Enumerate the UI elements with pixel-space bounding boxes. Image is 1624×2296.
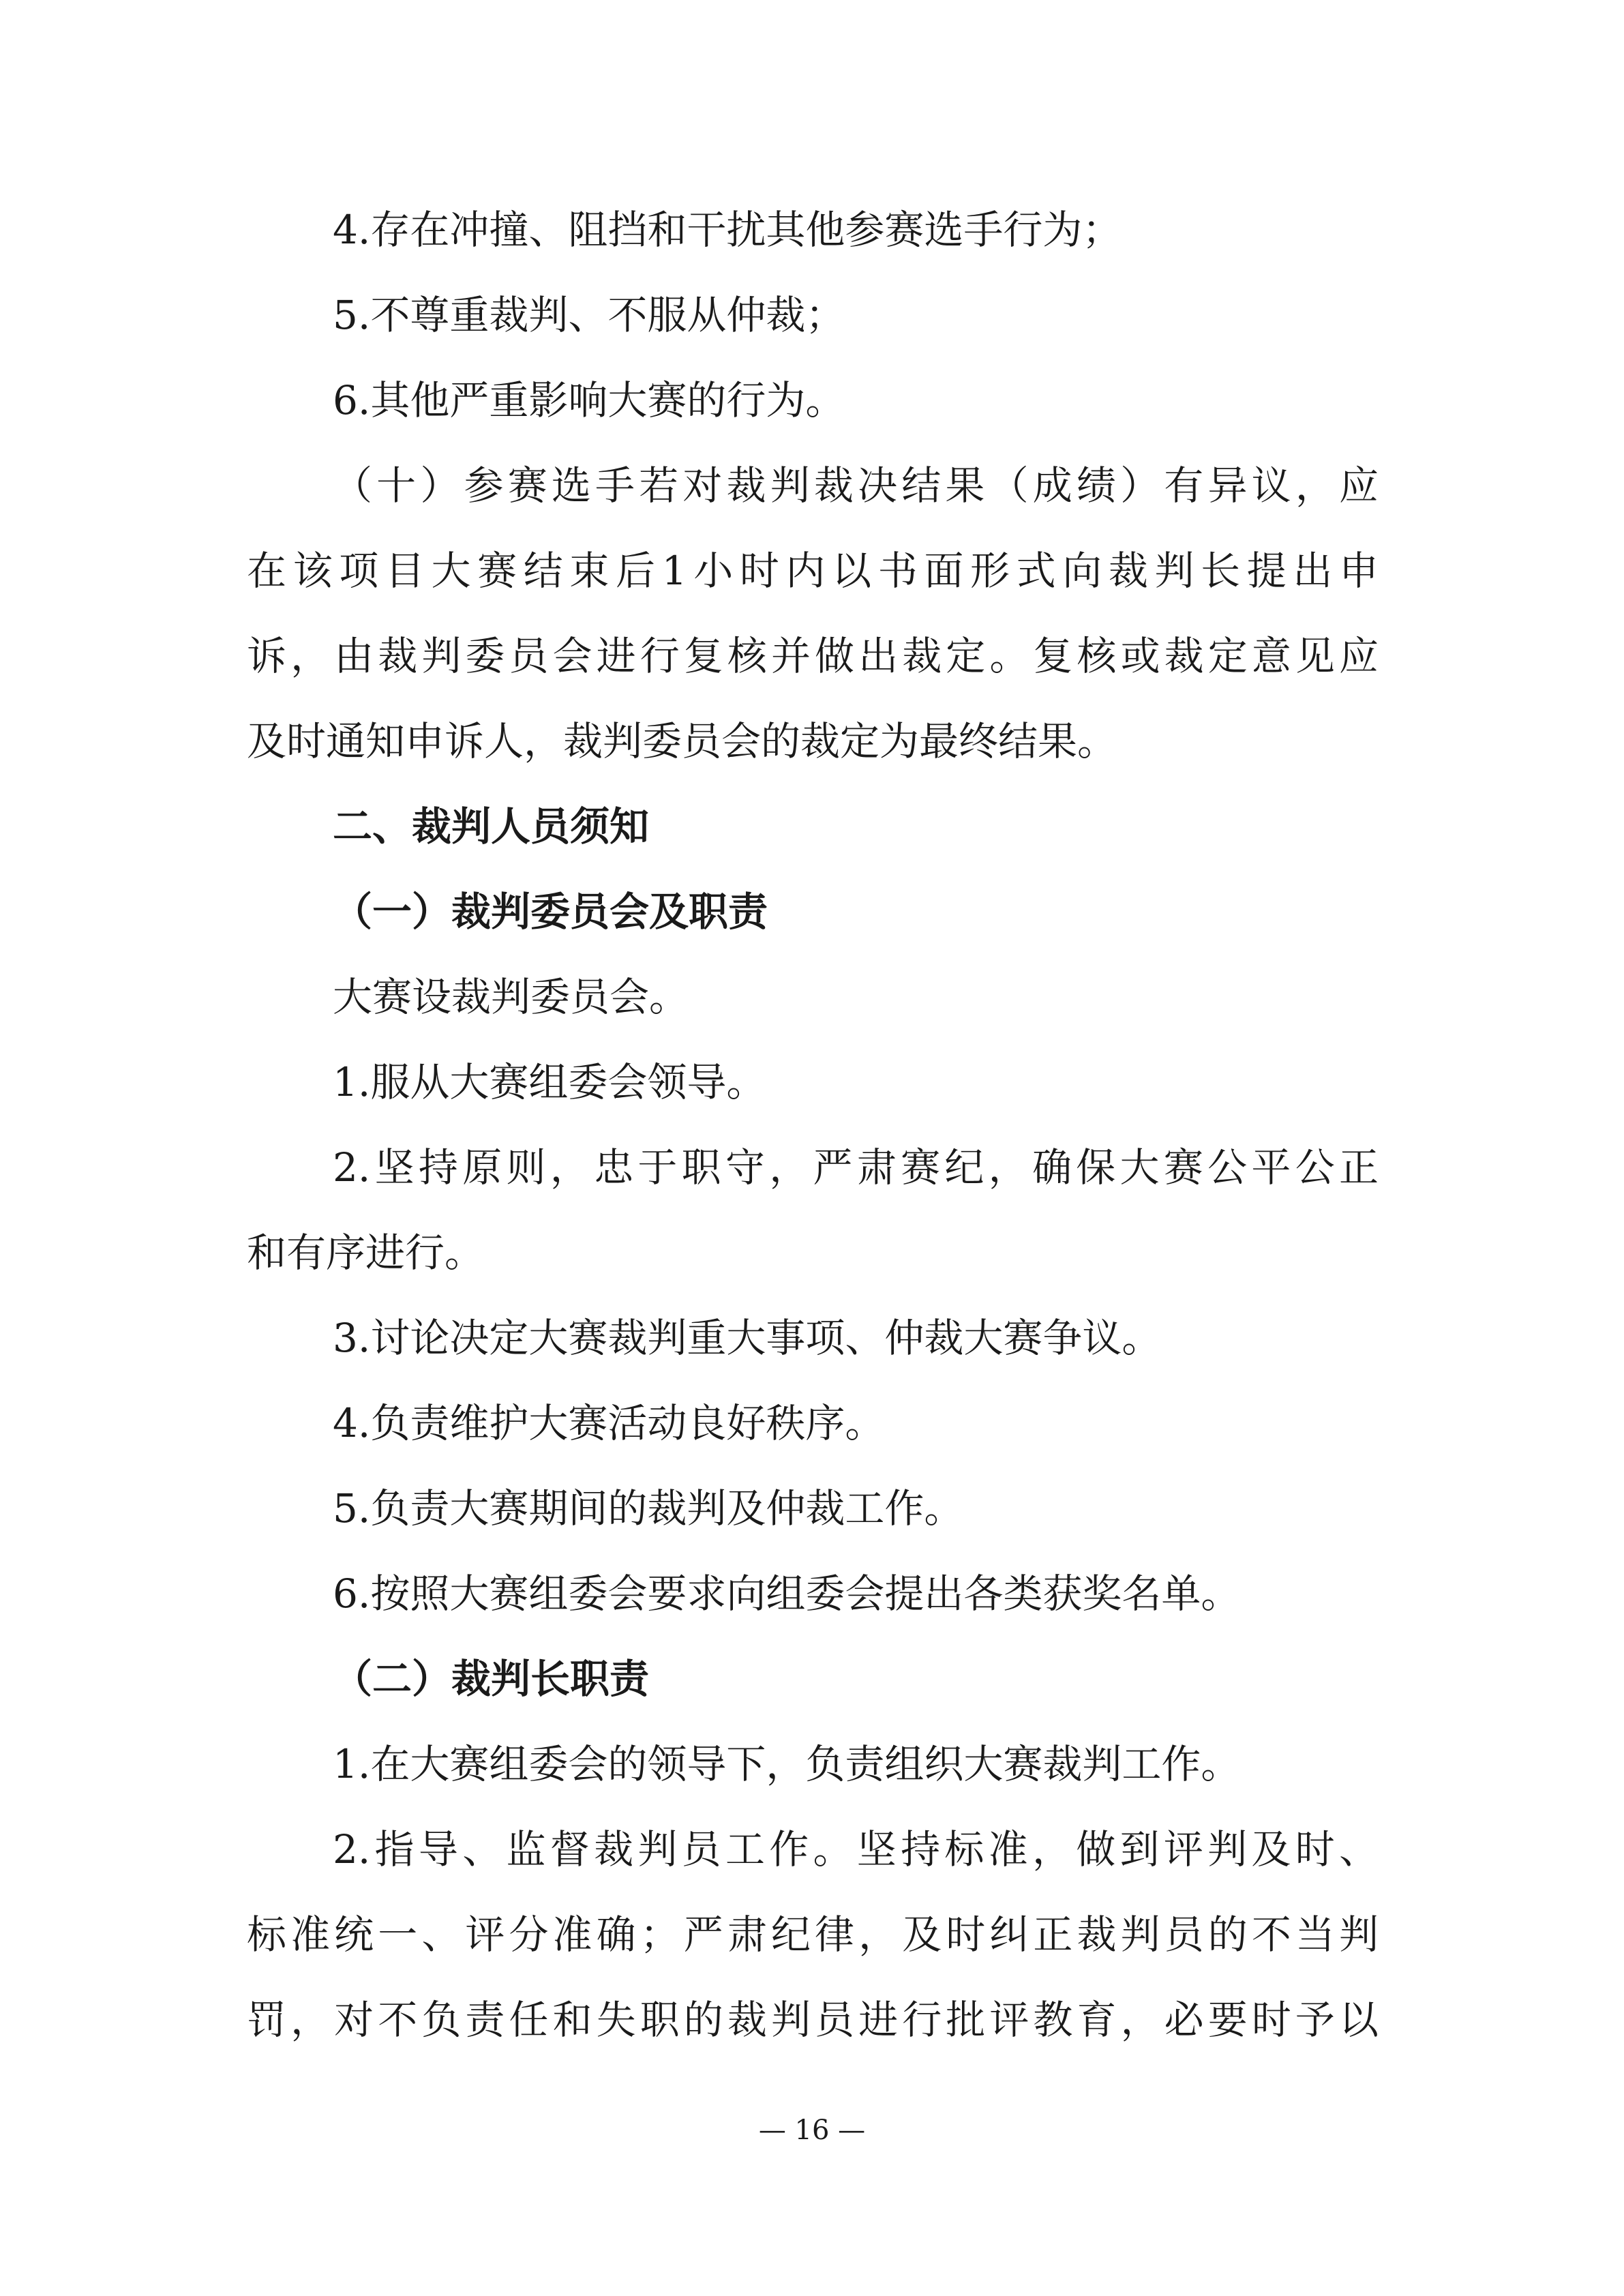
text-line: 和有序进行。 <box>247 1229 485 1276</box>
text-line: 1.在大赛组委会的领导下，负责组织大赛裁判工作。 <box>333 1741 1241 1787</box>
text-line: 4.存在冲撞、阻挡和干扰其他参赛选手行为； <box>333 207 1122 253</box>
text-line: 大赛设裁判委员会。 <box>333 974 689 1020</box>
text-line: 在该项目大赛结束后1小时内以书面形式向裁判长提出申 <box>247 548 1379 594</box>
subsection-heading: （二）裁判长职责 <box>333 1656 650 1702</box>
text-line: 1.服从大赛组委会领导。 <box>333 1059 766 1105</box>
page-number: — 16 — <box>758 2115 866 2146</box>
text-line: 6.其他严重影响大赛的行为。 <box>333 377 845 423</box>
text-line: 5.负责大赛期间的裁判及仲裁工作。 <box>333 1485 964 1532</box>
text-line: 5.不尊重裁判、不服从仲裁； <box>333 292 845 338</box>
text-line: 及时通知申诉人，裁判委员会的裁定为最终结果。 <box>247 718 1117 764</box>
section-heading: 二、裁判人员须知 <box>333 803 650 850</box>
text-line: 标准统一、评分准确；严肃纪律，及时纠正裁判员的不当判 <box>247 1911 1379 1958</box>
text-line: 6.按照大赛组委会要求向组委会提出各类获奖名单。 <box>333 1570 1241 1617</box>
text-line: 诉，由裁判委员会进行复核并做出裁定。复核或裁定意见应 <box>247 633 1379 679</box>
text-line: 2.指导、监督裁判员工作。坚持标准，做到评判及时、 <box>333 1826 1379 1873</box>
text-line: 罚，对不负责任和失职的裁判员进行批评教育，必要时予以 <box>247 1997 1379 2043</box>
text-line: （十）参赛选手若对裁判裁决结果（成绩）有异议，应 <box>333 462 1379 509</box>
text-line: 2.坚持原则，忠于职守，严肃赛纪，确保大赛公平公正 <box>333 1144 1379 1191</box>
subsection-heading: （一）裁判委员会及职责 <box>333 889 768 935</box>
text-line: 3.讨论决定大赛裁判重大事项、仲裁大赛争议。 <box>333 1315 1162 1361</box>
text-line: 4.负责维护大赛活动良好秩序。 <box>333 1400 885 1446</box>
